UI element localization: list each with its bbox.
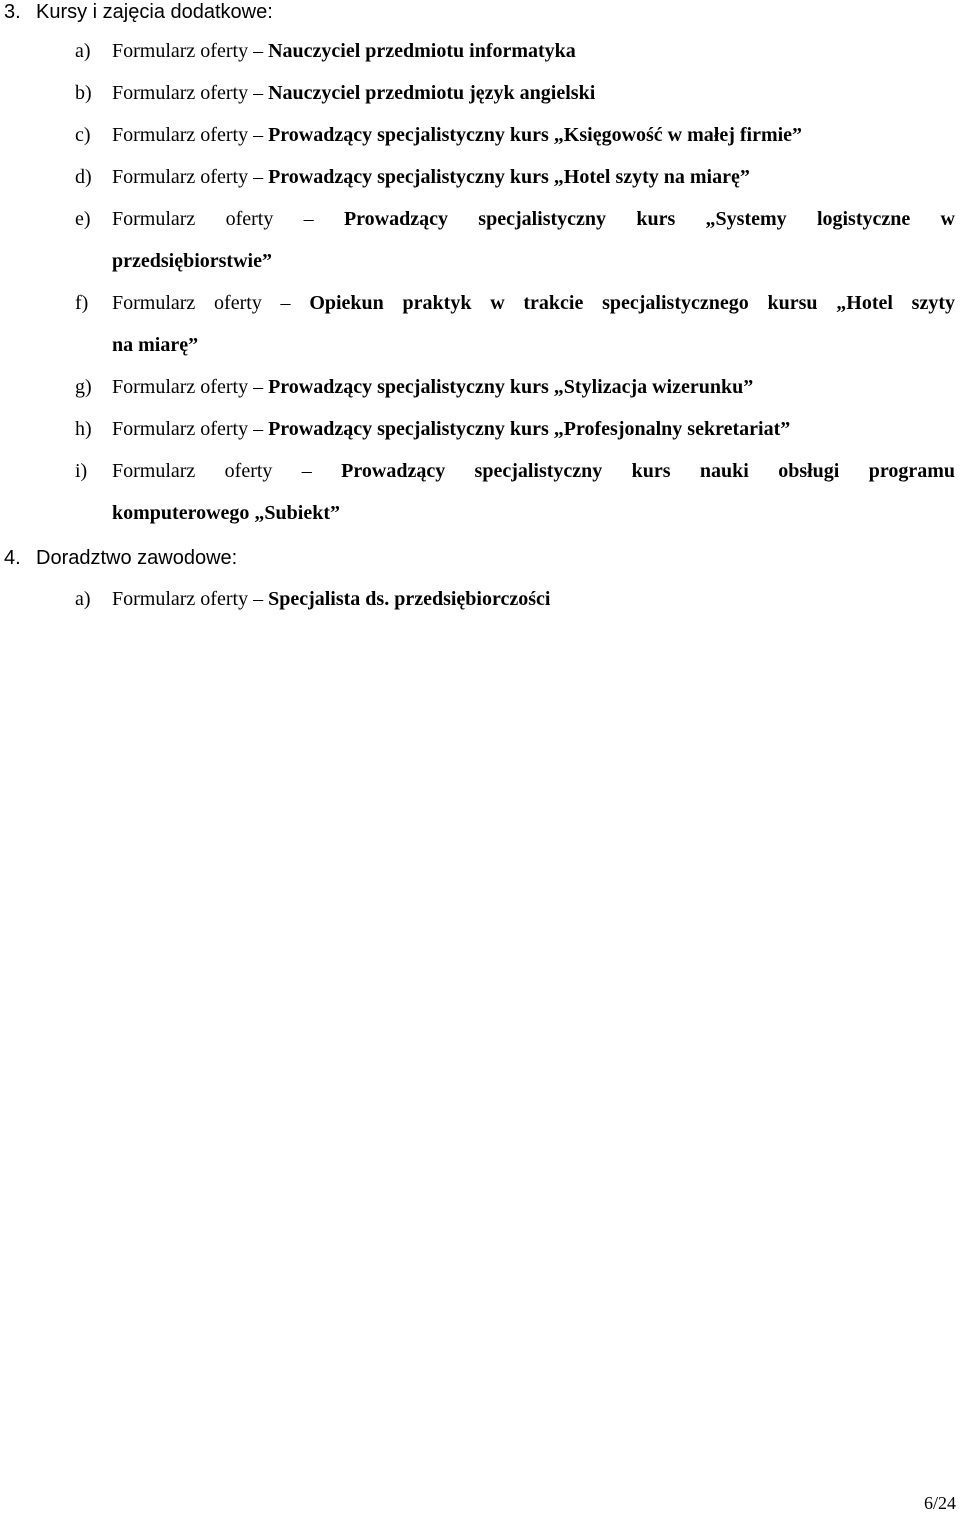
section-4-title: Doradztwo zawodowe:: [36, 547, 238, 569]
item-title: Specjalista ds. przedsiębiorczości: [268, 588, 551, 610]
list-marker: a): [75, 40, 91, 62]
item-prefix: Formularz oferty –: [112, 166, 264, 188]
list-item-3e: [75, 198, 955, 240]
list-marker: h): [75, 418, 92, 440]
list-marker: f): [75, 292, 89, 314]
list-item-3a: [75, 30, 955, 72]
list-item-3b: [75, 72, 955, 114]
list-item-3c: [75, 114, 955, 156]
item-title: Opiekun praktyk w trakcie specjalistycznego kursu „Hotel szyty: [309, 292, 955, 314]
item-title: Prowadzący specjalistyczny kurs „Systemy logistyczne w: [343, 208, 955, 230]
section-4-number: 4.: [4, 547, 21, 569]
list-marker: b): [75, 82, 92, 104]
list-item-3i: [75, 450, 955, 492]
item-title: Prowadzący specjalistyczny kurs „Profesjonalny sekretariat”: [268, 418, 791, 440]
item-prefix: Formularz oferty –: [112, 588, 264, 610]
list-item-3d: [75, 156, 955, 198]
section-4-heading: [4, 546, 237, 570]
item-title: Nauczyciel przedmiotu informatyka: [268, 40, 576, 62]
list-item-3i-continuation: [75, 492, 955, 534]
item-title: Prowadzący specjalistyczny kurs nauki obsługi programu: [341, 460, 955, 482]
item-title: Prowadzący specjalistyczny kurs „Stylizacja wizerunku”: [268, 376, 754, 398]
list-marker: a): [75, 588, 91, 610]
page-number: 6/24: [923, 1493, 956, 1513]
item-title: Prowadzący specjalistyczny kurs „Hotel szyty na miarę”: [268, 166, 750, 188]
item-prefix: Formularz oferty –: [112, 82, 264, 104]
item-prefix: Formularz oferty –: [112, 208, 314, 230]
item-title: Prowadzący specjalistyczny kurs „Księgowość w małej firmie”: [268, 124, 803, 146]
section-3-title: Kursy i zajęcia dodatkowe:: [36, 1, 273, 23]
item-prefix: Formularz oferty –: [112, 460, 312, 482]
list-item-3f-continuation: [75, 324, 955, 366]
section-3-heading: [4, 0, 273, 24]
list-marker: c): [75, 124, 91, 146]
list-marker: d): [75, 166, 92, 188]
item-prefix: Formularz oferty –: [112, 292, 291, 314]
item-title-continuation: przedsiębiorstwie”: [112, 250, 272, 272]
list-item-3g: [75, 366, 955, 408]
item-prefix: Formularz oferty –: [112, 124, 264, 146]
item-title-continuation: komputerowego „Subiekt”: [112, 502, 340, 524]
item-prefix: Formularz oferty –: [112, 418, 264, 440]
item-prefix: Formularz oferty –: [112, 40, 264, 62]
item-title: Nauczyciel przedmiotu język angielski: [268, 82, 596, 104]
list-item-3e-continuation: [75, 240, 955, 282]
list-marker: g): [75, 376, 92, 398]
item-prefix: Formularz oferty –: [112, 376, 264, 398]
list-item-4a: [75, 578, 955, 620]
item-title-continuation: na miarę”: [112, 334, 199, 356]
list-item-3f: [75, 282, 955, 324]
list-marker: e): [75, 208, 91, 230]
list-marker: i): [75, 460, 88, 482]
section-3-number: 3.: [4, 1, 21, 23]
list-item-3h: [75, 408, 955, 450]
